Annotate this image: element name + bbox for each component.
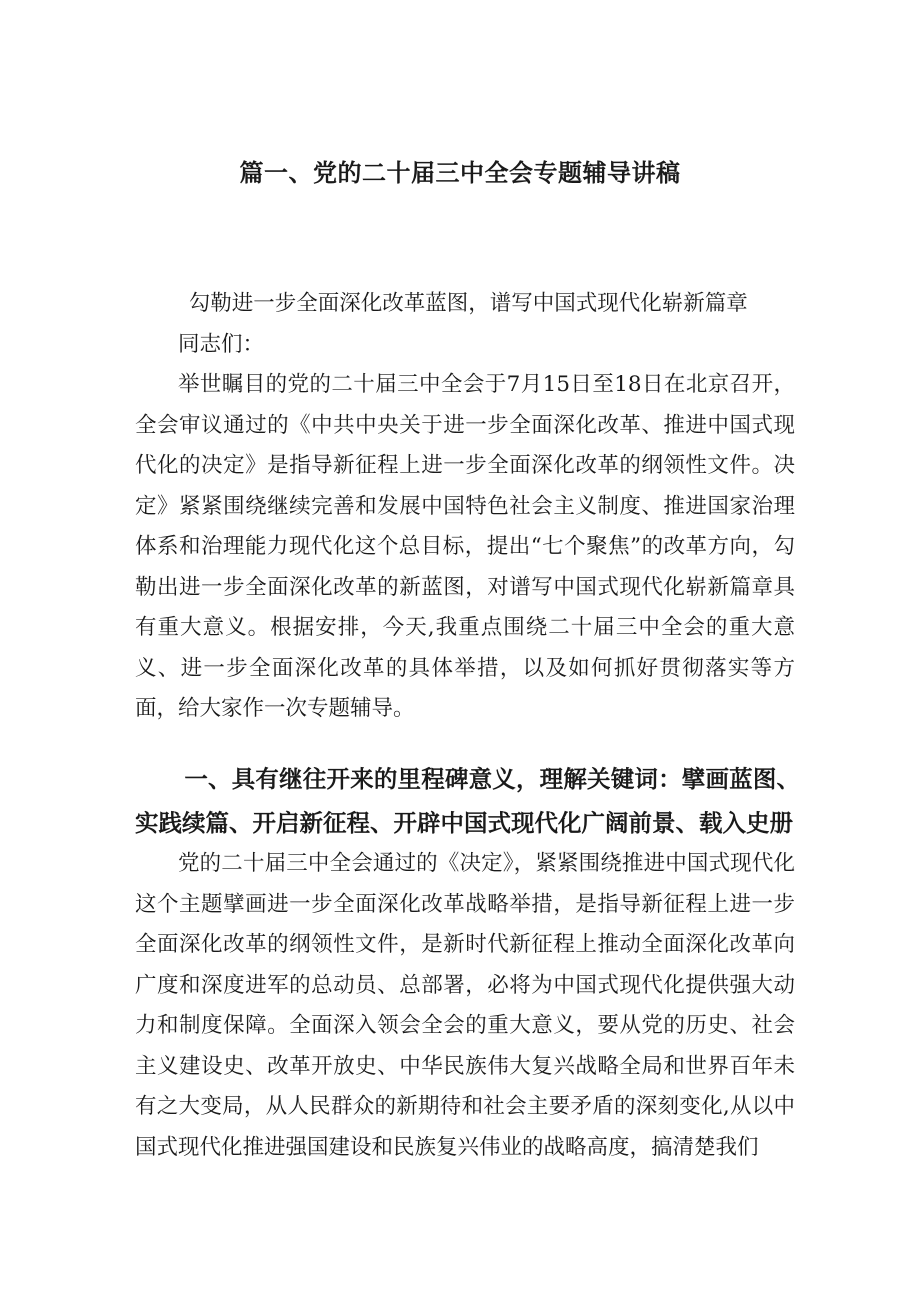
intro-block — [135, 284, 795, 730]
section-1-paragraph: 党的二十届三中全会通过的《决定》，紧紧围绕推进中国式现代化这个主题擘画进一步全面深化改革战略举措，是指导新征程上进一步全面深化改革的纲领性文件，是新时代新征程上推动全面深化改革向广度和深度进军的总动员、总部署，必将为中国式现代化提供强大动力和制度保障。全面深入领会全会的重大意义，要从党的历史、社会主义建设史、改革开放史、中华民族伟大复兴战略全局和世界百年未有之大变局，从人民群众的新期待和社会主要矛盾的深刻变化,从以中国式现代化推进强国建设和民族复兴伟业的战略高度，搞清楚我们 — [135, 851, 795, 1160]
section-heading-1: 一、具有继往开来的里程碑意义，理解关键词：擘画蓝图、实践续篇、开启新征程、开辟中国式现代化广阔前景、载入史册 — [135, 765, 800, 837]
document-subtitle: 勾勒进一步全面深化改革蓝图，谱写中国式现代化崭新篇章 — [188, 291, 748, 316]
document-title: 篇一、党的二十届三中全会专题辅导讲稿 — [239, 159, 681, 187]
section-1-body — [135, 844, 795, 1168]
salutation: 同志们： — [178, 331, 265, 357]
intro-paragraph: 举世瞩目的党的二十届三中全会于7月15日至18日在北京召开，全会审议通过的《中共中央关于进一步全面深化改革、推进中国式现代化的决定》是指导新征程上进一步全面深化改革的纲领性文件。决定》紧紧围绕继续完善和发展中国特色社会主义制度、推进国家治理体系和治理能力现代化这个总目标，提出“七个聚焦”的改革方向，勾勒出进一步全面深化改革的新蓝图，对谱写中国式现代化崭新篇章具有重大意义。根据安排，今天,我重点围绕二十届三中全会的重大意义、进一步全面深化改革的具体举措，以及如何抓好贯彻落实等方面，给大家作一次专题辅导。 — [135, 372, 795, 721]
